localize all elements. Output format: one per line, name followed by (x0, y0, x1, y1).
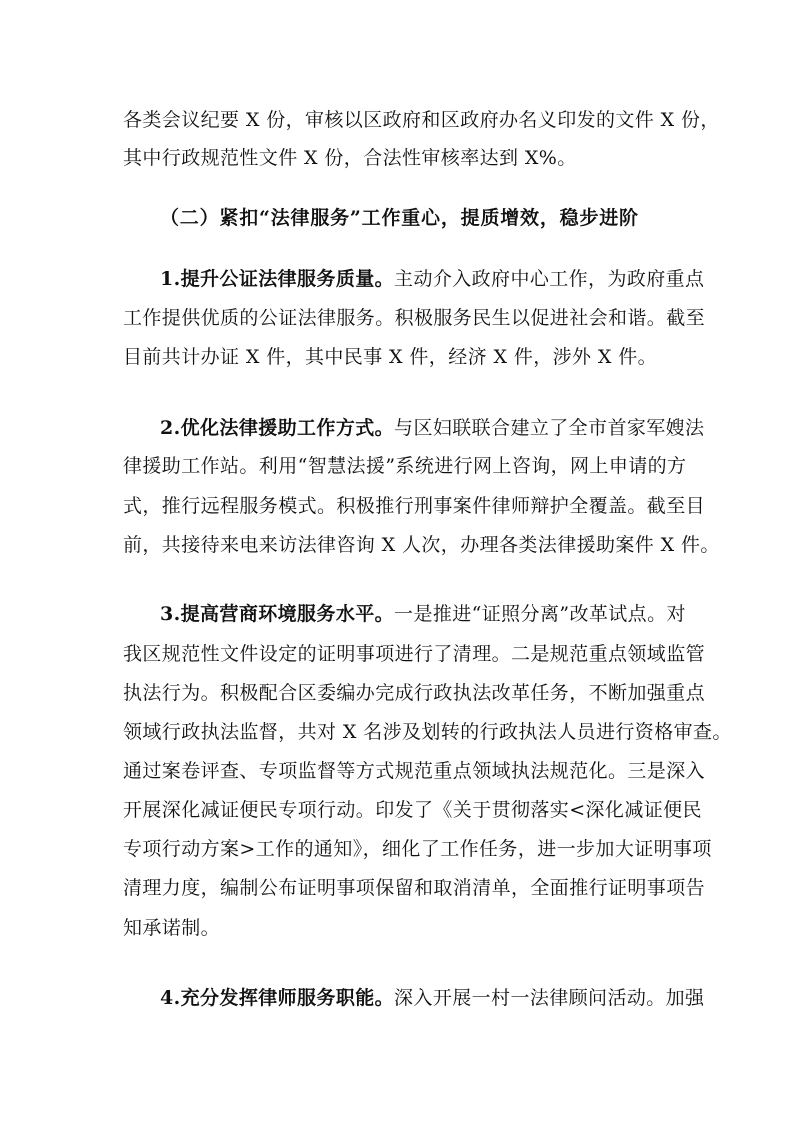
item-3-line-6: 开展深化减证便民专项行动。印发了《关于贯彻落实<深化减证便民 (123, 799, 702, 821)
item-3-line-3: 执法行为。积极配合区委编办完成行政执法改革任务，不断加强重点 (123, 682, 706, 704)
item-3-line-7: 专项行动方案>工作的通知》，细化了工作任务，进一步加大证明事项 (123, 838, 712, 860)
item-3-line-5: 通过案卷评查、专项监督等方式规范重点领域执法规范化。三是深入 (123, 760, 706, 782)
item-1-line-1 (160, 266, 720, 292)
item-2-line-2: 律援助工作站。利用“智慧法援”系统进行网上咨询，网上申请的方 (123, 455, 687, 477)
paragraph-1-line-2: 其中行政规范性文件 X 份，合法性审核率达到 X%。 (123, 147, 577, 169)
item-2-line-3: 式，推行远程服务模式。积极推行刑事案件律师辩护全覆盖。截至目 (123, 495, 706, 517)
item-1-line-2: 工作提供优质的公证法律服务。积极服务民生以促进社会和谐。截至 (123, 307, 706, 329)
item-4-line-1 (160, 985, 720, 1011)
item-3-line-4: 领域行政执法监督，共对 X 名涉及划转的行政执法人员进行资格审查。 (123, 721, 732, 743)
item-1-lead: 1.提升公证法律服务质量。 (160, 268, 395, 290)
item-3-line-2: 我区规范性文件设定的证明事项进行了清理。二是规范重点领域监管 (123, 643, 706, 665)
item-1-line-1-rest: 主动介入政府中心工作，为政府重点 (394, 268, 705, 290)
item-4-lead: 4.充分发挥律师服务职能。 (160, 987, 395, 1009)
item-3-line-9: 知承诺制。 (123, 917, 221, 939)
item-3-lead: 3.提高营商环境服务水平。 (160, 603, 395, 625)
item-3-line-1 (160, 601, 720, 627)
item-2-line-1-rest: 与区妇联联合建立了全市首家军嫂法 (394, 417, 705, 439)
item-1-line-3: 目前共计办证 X 件，其中民事 X 件，经济 X 件，涉外 X 件。 (123, 346, 658, 368)
item-2-line-4: 前，共接待来电来访法律咨询 X 人次，办理各类法律援助案件 X 件。 (123, 534, 720, 556)
item-3-line-8: 清理力度，编制公布证明事项保留和取消清单，全面推行证明事项告 (123, 877, 706, 899)
item-3-line-1-rest: 一是推进“证照分离”改革试点。对 (394, 603, 686, 625)
paragraph-1-line-1: 各类会议纪要 X 份，审核以区政府和区政府办名义印发的文件 X 份， (123, 109, 720, 131)
item-2-line-1 (160, 415, 720, 441)
item-2-lead: 2.优化法律援助工作方式。 (160, 417, 395, 439)
section-2-heading: （二）紧扣“法律服务”工作重心，提质增效，稳步进阶 (160, 207, 639, 229)
item-4-line-1-rest: 深入开展一村一法律顾问活动。加强 (394, 987, 705, 1009)
